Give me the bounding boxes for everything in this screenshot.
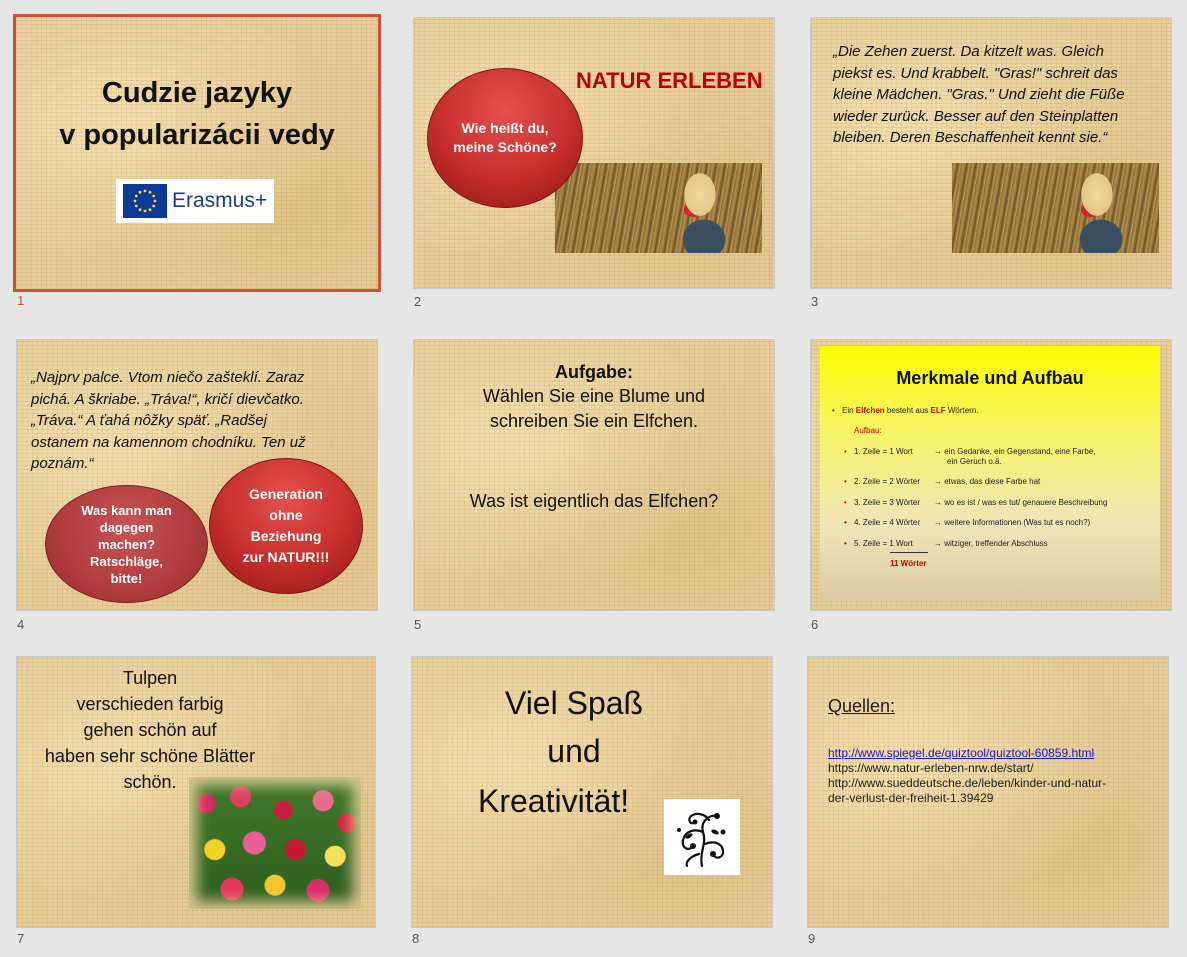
erasmus-logo-text: Erasmus+ bbox=[172, 189, 268, 212]
poem-line: haben sehr schöne Blätter bbox=[44, 746, 256, 766]
tulip-photo bbox=[189, 777, 361, 909]
row-right: → witziger, treffender Abschluss bbox=[934, 539, 1048, 548]
message-line: Kreativität! bbox=[478, 783, 630, 819]
row-left: 2. Zeile = 2 Wörter bbox=[854, 477, 921, 486]
task-line: Wählen Sie eine Blume und bbox=[482, 386, 706, 406]
row-left: 4. Zeile = 4 Wörter bbox=[854, 518, 921, 527]
sum-divider bbox=[890, 552, 928, 553]
row-left: 3. Zeile = 3 Wörter bbox=[854, 498, 921, 507]
intro-line bbox=[832, 406, 979, 415]
poem-line: Tulpen bbox=[122, 668, 178, 688]
bubble-line: bitte! bbox=[110, 570, 143, 586]
floral-ornament-icon bbox=[669, 804, 735, 870]
aufbau-label: Aufbau: bbox=[854, 426, 882, 435]
quote-line: ostanem na kamennom chodníku. Ten už bbox=[31, 433, 306, 451]
task-label: Aufgabe: bbox=[555, 362, 633, 382]
message-line: Viel Spaß bbox=[504, 685, 644, 721]
quote-line: pichá. A škriabe. „Tráva!“, kričí dievčatko. bbox=[31, 390, 304, 408]
slide-number-7: 7 bbox=[17, 931, 25, 946]
slide-number-8: 8 bbox=[412, 931, 420, 946]
slide-thumbnail-4[interactable] bbox=[16, 339, 378, 611]
slide-number-2: 2 bbox=[414, 294, 422, 309]
slide-thumbnail-7[interactable] bbox=[16, 656, 376, 928]
task-line: schreiben Sie ein Elfchen. bbox=[489, 411, 699, 431]
row-right: → etwas, das diese Farbe hat bbox=[934, 477, 1041, 486]
slide-thumbnail-6[interactable] bbox=[810, 339, 1172, 611]
floral-ornament-image bbox=[664, 799, 740, 875]
bullet-icon: • bbox=[832, 406, 835, 415]
bubble-line: zur NATUR!!! bbox=[242, 549, 330, 565]
row-right: → weitere Informationen (Was tut es noch?) bbox=[934, 518, 1091, 527]
row-line-continued: ein Geruch o.ä. bbox=[947, 457, 1002, 466]
slide-thumbnail-2[interactable] bbox=[413, 17, 775, 289]
quote-line: poznám.“ bbox=[31, 455, 94, 472]
intro-text: besteht aus bbox=[884, 406, 931, 415]
girl-wheat-photo bbox=[555, 163, 762, 253]
yellow-panel bbox=[820, 346, 1160, 600]
bubble-line: Wie heißt du, bbox=[461, 120, 549, 136]
slide-thumbnail-9[interactable] bbox=[807, 656, 1169, 928]
row-line bbox=[844, 518, 1091, 527]
slide-thumbnail-3[interactable] bbox=[810, 17, 1172, 289]
quote-line: „Die Zehen zuerst. Da kitzelt was. Gleich bbox=[833, 43, 1104, 60]
total-words: 11 Wörter bbox=[890, 559, 927, 568]
row-left: 5. Zeile = 1 Wort bbox=[854, 539, 913, 548]
source-line: https://www.natur-erleben-nrw.de/start/ bbox=[828, 761, 1034, 775]
slide-thumbnail-1[interactable] bbox=[13, 14, 381, 292]
row-line bbox=[844, 477, 1041, 486]
german-quote bbox=[833, 41, 1125, 149]
task-block bbox=[414, 360, 774, 434]
task-question: Was ist eigentlich das Elfchen? bbox=[469, 491, 719, 511]
source-line: der-verlust-der-freiheit-1.39429 bbox=[828, 791, 994, 805]
elfchen-poem bbox=[17, 665, 283, 795]
question-bubble bbox=[427, 68, 583, 208]
source-link-spiegel[interactable]: http://www.spiegel.de/quiztool/quiztool-60859.html bbox=[828, 746, 1095, 760]
quote-line: wieder zurück. Besser auf den Steinplatten bbox=[833, 107, 1119, 125]
closing-message bbox=[474, 679, 674, 775]
bubble-line: Was kann man bbox=[81, 502, 172, 518]
message-line: und bbox=[547, 733, 601, 769]
quote-line: piekst es. Und krabbelt. "Gras!" schreit das bbox=[833, 64, 1118, 82]
slide-title bbox=[16, 72, 378, 156]
slide-title: Merkmale und Aufbau bbox=[896, 368, 1084, 388]
slide-thumbnail-8[interactable] bbox=[411, 656, 773, 928]
slide-number-1: 1 bbox=[17, 293, 25, 308]
bubble-line: Generation bbox=[249, 486, 323, 502]
slide-number-6: 6 bbox=[811, 617, 819, 632]
row-line bbox=[844, 498, 1108, 507]
sources-list bbox=[828, 746, 1106, 806]
intro-text: Ein bbox=[842, 406, 856, 415]
quote-line: „Najprv palce. Vtom niečo zašteklí. Zaraz bbox=[31, 369, 305, 386]
intro-text: Wörtern. bbox=[945, 406, 979, 415]
quote-line: kleine Mädchen. "Gras." Und zieht die Füße bbox=[833, 86, 1125, 103]
row-right: → wo es ist / was es tut/ genauere Beschreibung bbox=[934, 498, 1108, 507]
bubble-line: ohne bbox=[269, 507, 303, 523]
bubble-line: Ratschläge, bbox=[90, 553, 163, 569]
bubble-line: Beziehung bbox=[250, 528, 322, 544]
slide-number-3: 3 bbox=[811, 294, 819, 309]
bullet-icon: • bbox=[844, 477, 847, 486]
quote-line: bleiben. Deren Beschaffenheit kennt sie.“ bbox=[833, 129, 1108, 146]
intro-highlight: Elfchen bbox=[855, 406, 885, 415]
girl-wheat-photo bbox=[952, 163, 1159, 253]
slide-number-9: 9 bbox=[808, 931, 816, 946]
title-line-2: v popularizácii vedy bbox=[59, 119, 335, 151]
eu-flag-icon bbox=[123, 184, 167, 218]
row-left: 1. Zeile = 1 Wort bbox=[854, 447, 913, 456]
bubble-line: dagegen bbox=[99, 519, 154, 535]
generation-bubble bbox=[209, 458, 363, 594]
slide-heading: NATUR ERLEBEN bbox=[576, 68, 763, 93]
row-line bbox=[844, 447, 1096, 456]
title-line-1: Cudzie jazyky bbox=[101, 77, 293, 109]
bubble-line: meine Schöne? bbox=[453, 139, 557, 155]
row-right: → ein Gedanke, ein Gegenstand, eine Farbe, bbox=[934, 447, 1096, 456]
sources-title: Quellen: bbox=[828, 696, 896, 716]
bullet-icon: • bbox=[844, 539, 847, 548]
bubble-line: machen? bbox=[97, 536, 156, 552]
slovak-quote bbox=[31, 367, 306, 475]
poem-line: verschieden farbig bbox=[76, 694, 224, 714]
slide-thumbnail-5[interactable] bbox=[413, 339, 775, 611]
poem-line: gehen schön auf bbox=[83, 720, 217, 740]
slide-number-4: 4 bbox=[17, 617, 25, 632]
bullet-icon: • bbox=[844, 518, 847, 527]
intro-highlight: ELF bbox=[930, 406, 946, 415]
advice-bubble bbox=[45, 485, 208, 603]
row-line bbox=[844, 539, 1048, 548]
bullet-icon: • bbox=[844, 447, 847, 456]
erasmus-logo bbox=[116, 179, 274, 223]
slide-number-5: 5 bbox=[414, 617, 422, 632]
quote-line: „Tráva.“ A ťahá nôžky späť. „Radšej bbox=[31, 412, 267, 429]
poem-line: schön. bbox=[123, 772, 177, 792]
bullet-icon: • bbox=[844, 498, 847, 507]
source-line: http://www.sueddeutsche.de/leben/kinder-und-natur- bbox=[828, 776, 1107, 790]
